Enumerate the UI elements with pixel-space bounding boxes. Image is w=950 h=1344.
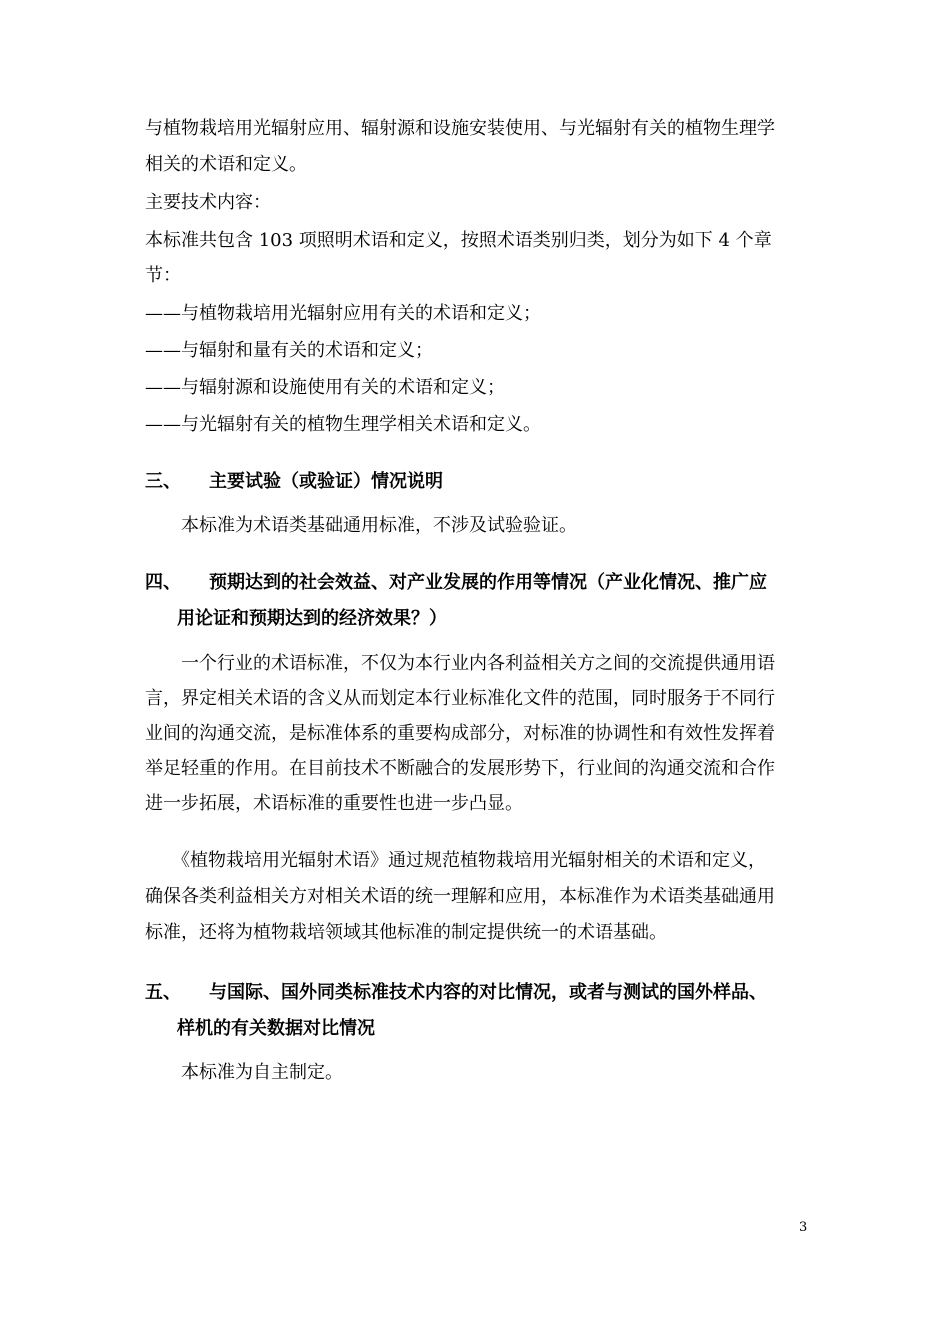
intro-line: 与植物栽培用光辐射应用、辐射源和设施安装使用、与光辐射有关的植物生理学	[145, 118, 775, 139]
section-number: 三、	[145, 471, 181, 492]
section-body: 本标准为术语类基础通用标准，不涉及试验验证。	[181, 515, 577, 536]
section-heading	[145, 572, 767, 594]
paragraph-line: 进一步拓展，术语标准的重要性也进一步凸显。	[145, 793, 523, 814]
section-title: 预期达到的社会效益、对产业发展的作用等情况（产业化情况、推广应	[209, 572, 767, 593]
paragraph-line: 标准，还将为植物栽培领域其他标准的制定提供统一的术语基础。	[145, 922, 667, 943]
main-content-line: 节：	[145, 265, 181, 286]
list-item: ——与辐射和量有关的术语和定义；	[145, 340, 433, 361]
list-item: ——与植物栽培用光辐射应用有关的术语和定义；	[145, 303, 541, 324]
section-title: 与国际、国外同类标准技术内容的对比情况，或者与测试的国外样品、	[209, 982, 767, 1003]
paragraph-line: 确保各类利益相关方对相关术语的统一理解和应用，本标准作为术语类基础通用	[145, 886, 775, 907]
section-number: 四、	[145, 572, 181, 593]
paragraph-line: 举足轻重的作用。在目前技术不断融合的发展形势下，行业间的沟通交流和合作	[145, 758, 775, 779]
list-item: ——与辐射源和设施使用有关的术语和定义；	[145, 377, 505, 398]
section-body: 本标准为自主制定。	[181, 1062, 343, 1083]
section-title-continued: 用论证和预期达到的经济效果？）	[177, 608, 447, 629]
section-heading	[145, 471, 443, 493]
paragraph-line: 一个行业的术语标准，不仅为本行业内各利益相关方之间的交流提供通用语	[181, 653, 775, 674]
main-content-label: 主要技术内容：	[145, 192, 271, 213]
section-title-continued: 样机的有关数据对比情况	[177, 1018, 375, 1039]
page-number: 3	[799, 1220, 808, 1235]
section-heading	[145, 982, 767, 1004]
paragraph-line: 《植物栽培用光辐射术语》通过规范植物栽培用光辐射相关的术语和定义，	[172, 850, 766, 871]
section-title: 主要试验（或验证）情况说明	[209, 471, 443, 492]
section-number: 五、	[145, 982, 181, 1003]
list-item: ——与光辐射有关的植物生理学相关术语和定义。	[145, 414, 541, 435]
paragraph-line: 言，界定相关术语的含义从而划定本行业标准化文件的范围，同时服务于不同行	[145, 688, 775, 709]
intro-line: 相关的术语和定义。	[145, 154, 307, 175]
paragraph-line: 业间的沟通交流，是标准体系的重要构成部分，对标准的协调性和有效性发挥着	[145, 723, 775, 744]
main-content-line: 本标准共包含 103 项照明术语和定义，按照术语类别归类，划分为如下 4 个章	[145, 230, 772, 251]
